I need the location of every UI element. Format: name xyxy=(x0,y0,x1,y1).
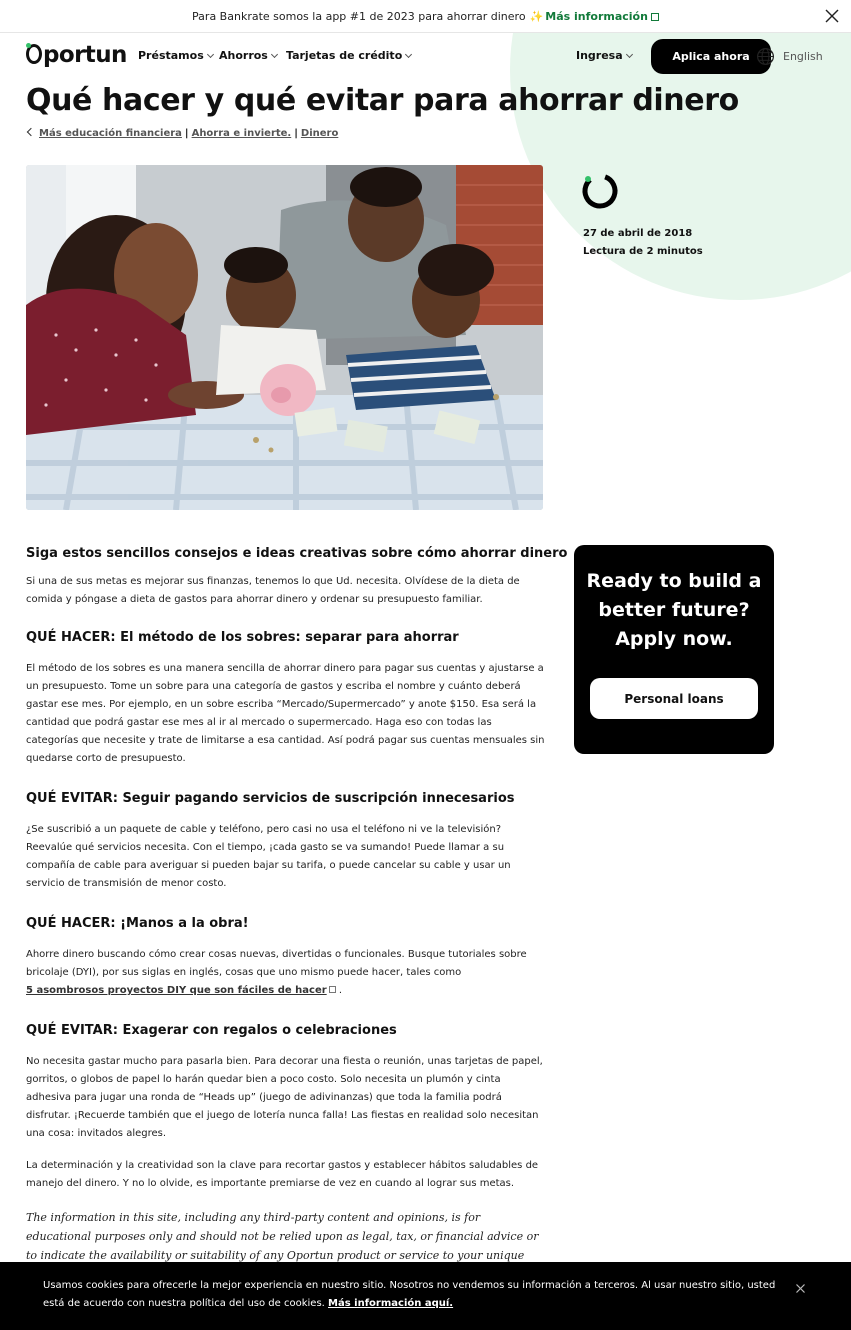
section-suscripcion-text: ¿Se suscribió a un paquete de cable y teléfono, pero casi no usa el teléfono ni ve la televisión? Reevalúe qué servicios necesita. Con el tiempo, ¡cada gasto se va sumando! Puede llamar a su compañía de cable para averiguar si pueden bajar su tarifa, o puede cancelar su cable y usar un servicio de transmisión de menor costo. xyxy=(26,824,511,889)
promo-link[interactable]: Más información xyxy=(545,9,648,23)
nav-tarjetas[interactable] xyxy=(286,49,411,62)
cookie-text: Usamos cookies para ofrecerle la mejor experiencia en nuestro sitio. Nosotros no vendemos su información a terceros. Al usar nuestro sitio, usted está de acuerdo con nuestra política del uso de cookies. xyxy=(43,1280,776,1309)
article-date: 27 de abril de 2018 xyxy=(583,228,693,239)
breadcrumb-separator: | xyxy=(184,128,189,139)
logo-mark-icon xyxy=(26,44,42,64)
logo-text: portun xyxy=(43,42,127,68)
chevron-down-icon xyxy=(626,51,633,58)
oportun-logo[interactable] xyxy=(26,42,127,68)
section-manos-end: . xyxy=(338,985,343,996)
breadcrumb-educacion[interactable]: Más educación financiera xyxy=(39,128,182,139)
personal-loans-button[interactable]: Personal loans xyxy=(590,678,758,719)
section-manos-paragraph xyxy=(26,946,546,1000)
promo-text: Para Bankrate somos la app #1 de 2023 para ahorrar dinero xyxy=(192,9,526,23)
legal-disclaimer: The information in this site, including any third-party content and opinions, is for educational purposes only and should not be relied upon as legal, tax, or financial advice or to indicate the availability or suitability of any Oportun product or service to your unique xyxy=(26,1211,539,1262)
external-link-icon xyxy=(651,13,659,21)
closing-text: La determinación y la creatividad son la clave para recortar gastos y establecer hábitos saludables de manejo del dinero. Y no lo olvide, es importante premiarse de vez en cuando al lograr sus metas. xyxy=(26,1160,539,1189)
section-manos-text: Ahorre dinero buscando cómo crear cosas nuevas, divertidas o funcionales. Busque tutoriales sobre bricolaje (DYI), por sus siglas en inglés, cosas que uno mismo puede hacer, tales como xyxy=(26,949,527,978)
section-suscripcion-heading: QUÉ EVITAR: Seguir pagando servicios de suscripción innecesarios xyxy=(26,791,515,806)
cta-card xyxy=(574,545,774,754)
section-sobres-text: El método de los sobres es una manera sencilla de ahorrar dinero para pagar sus cuentas y ajustarse a un presupuesto. Tome un sobre para una categoría de gastos y escriba el nombre y cuánto deberá gastar ese mes. Por ejemplo, en un sobre escriba “Mercado/Supermercado” y anote $150. Esa será la cantidad que podrá gastar ese mes al ir al mercado o supermercado. Haga eso con todas las categorías que necesite y trate de limitarse a esa cantidad. Así podrá pagar sus cuentas mensuales sin quedarse corto de presupuesto. xyxy=(26,663,545,764)
promo-bar xyxy=(0,0,851,33)
signin-label: Ingresa xyxy=(576,49,623,62)
nav-prestamos-label: Préstamos xyxy=(138,49,204,62)
section-regalos-heading: QUÉ EVITAR: Exagerar con regalos o celebraciones xyxy=(26,1023,397,1038)
cookie-more-info-link[interactable]: Más información aquí. xyxy=(328,1298,454,1309)
signin-menu[interactable] xyxy=(576,49,632,62)
loading-spinner-icon xyxy=(580,171,620,211)
chevron-down-icon xyxy=(207,51,214,58)
cookie-message xyxy=(43,1277,783,1313)
intro-text: Si una de sus metas es mejorar sus finanzas, tenemos lo que Ud. necesita. Olvídese de la dieta de comida y póngase a dieta de gastos para ahorrar dinero y ordenar su presupuesto familiar. xyxy=(26,576,520,605)
nav-ahorros[interactable] xyxy=(219,49,277,62)
globe-icon[interactable] xyxy=(756,47,775,66)
cookie-close-icon[interactable] xyxy=(795,1283,806,1294)
sparkle-icon: ✨ xyxy=(529,9,544,23)
nav-ahorros-label: Ahorros xyxy=(219,49,268,62)
main-nav xyxy=(0,33,851,79)
close-icon[interactable] xyxy=(823,7,841,25)
read-time: Lectura de 2 minutos xyxy=(583,246,703,257)
breadcrumb-ahorra[interactable]: Ahorra e invierte. xyxy=(191,128,292,139)
intro-heading: Siga estos sencillos consejos e ideas creativas sobre cómo ahorrar dinero xyxy=(26,546,568,561)
hero-image xyxy=(26,165,543,510)
breadcrumb-dinero[interactable]: Dinero xyxy=(300,128,339,139)
breadcrumb xyxy=(28,128,338,139)
apply-now-button[interactable]: Aplica ahora xyxy=(651,39,771,74)
external-link-icon xyxy=(329,986,336,993)
nav-tarjetas-label: Tarjetas de crédito xyxy=(286,49,403,62)
section-sobres-heading: QUÉ HACER: El método de los sobres: separar para ahorrar xyxy=(26,630,459,645)
chevron-down-icon xyxy=(405,51,412,58)
language-toggle[interactable]: English xyxy=(783,50,823,63)
cta-headline: Ready to build a better future? Apply now. xyxy=(586,570,762,650)
chevron-left-icon xyxy=(27,128,35,136)
section-manos-heading: QUÉ HACER: ¡Manos a la obra! xyxy=(26,916,249,931)
cookie-banner xyxy=(0,1262,851,1330)
chevron-down-icon xyxy=(271,51,278,58)
section-regalos-text: No necesita gastar mucho para pasarla bien. Para decorar una fiesta o reunión, unas tarjetas de papel, gorritos, o globos de papel lo harán quedar bien a poco costo. Solo necesita un plumón y cinta adhesiva para jugar una ronda de “Heads up” (juego de adivinanzas) que toda la familia podrá disfrutar. ¡Recuerde también que el juego de lotería nunca falla! Las fiestas en realidad solo necesitan una cosa: invitados alegres. xyxy=(26,1056,543,1139)
breadcrumb-separator: | xyxy=(294,128,298,139)
page-title: Qué hacer y qué evitar para ahorrar dinero xyxy=(26,83,739,118)
diy-projects-link[interactable]: 5 asombrosos proyectos DIY que son fáciles de hacer xyxy=(26,985,327,996)
nav-prestamos[interactable] xyxy=(138,49,213,62)
article-body xyxy=(26,545,568,1193)
